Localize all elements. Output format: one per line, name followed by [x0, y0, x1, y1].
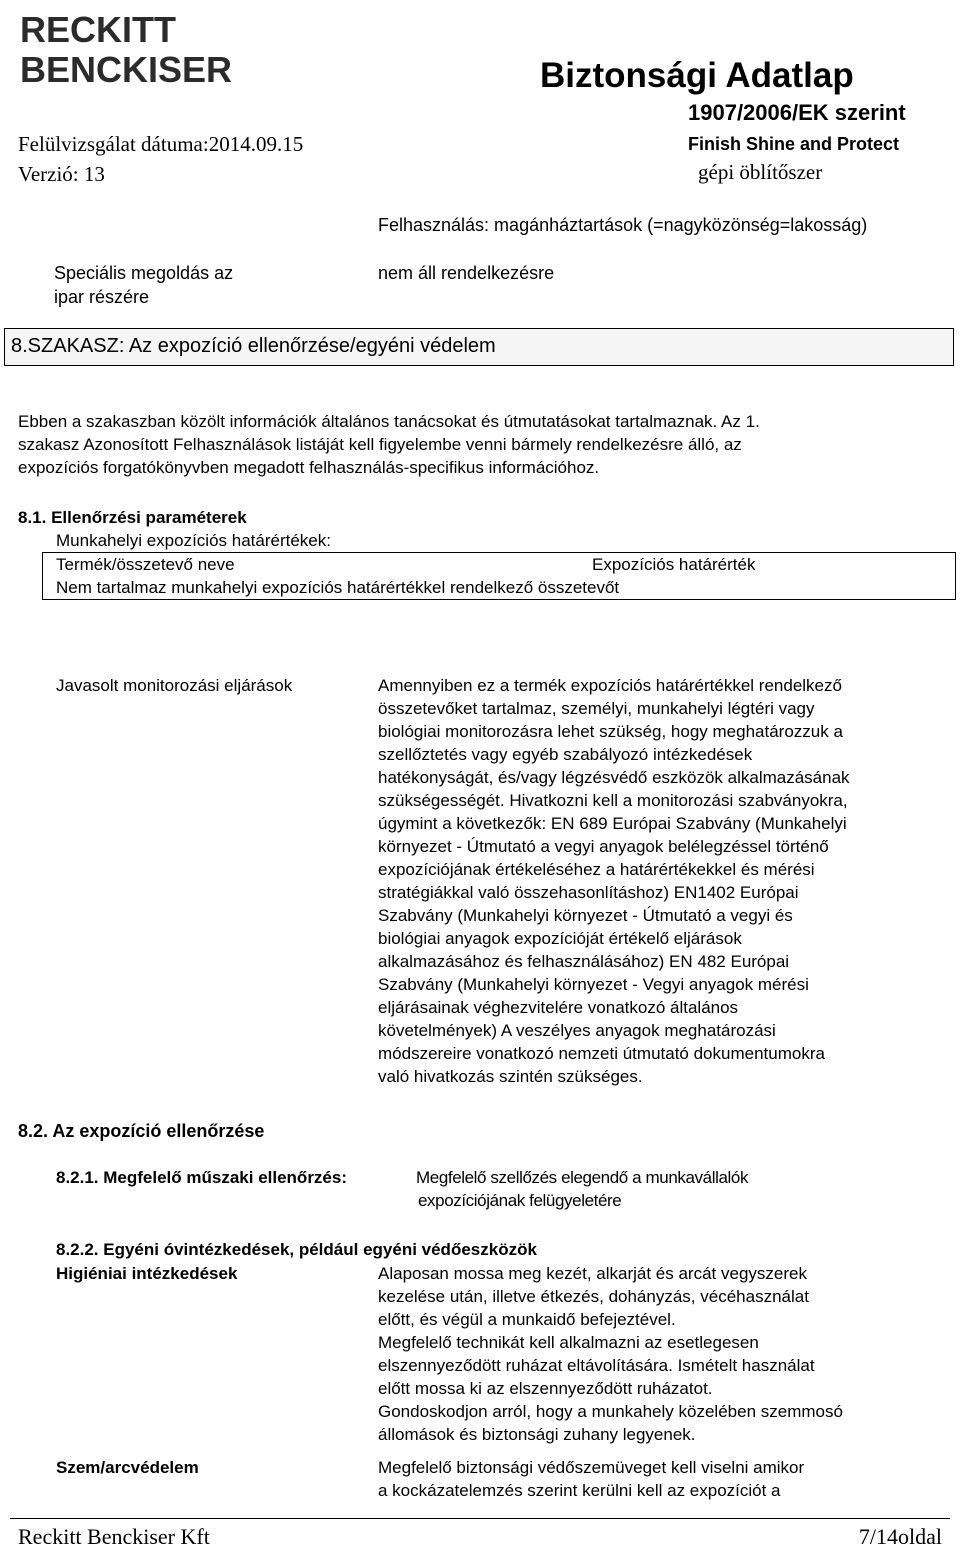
eye-protection-text [378, 1456, 953, 1502]
monitoring-line: úgymint a következők: EN 689 Európai Szabvány (Munkahelyi [378, 814, 847, 833]
version: Verzió: 13 [18, 162, 105, 186]
monitoring-line: módszereire vonatkozó nemzeti útmutató dokumentumokra [378, 1044, 825, 1063]
monitoring-line: biológiai anyagok expozícióját értékelő eljárások [378, 929, 742, 948]
monitoring-line: szellőztetés vagy egyéb szabályozó intézkedések [378, 745, 753, 764]
eye-protection-line: a kockázatelemzés szerint kerülni kell az expozíciót a [378, 1481, 781, 1500]
consumer-usage: Felhasználás: magánháztartások (=nagyközönség=lakosság) [378, 215, 868, 235]
hygiene-line: előtt, és végül a munkaidő befejeztével. [378, 1310, 676, 1329]
monitoring-line: expozíciójának értékeléséhez a határértékekkel és mérési [378, 860, 815, 879]
monitoring-line: összetevőket tartalmaz, személyi, munkahelyi légtéri vagy [378, 699, 815, 718]
footer-company: Reckitt Benckiser Kft [18, 1524, 210, 1549]
document-title: Biztonsági Adatlap [540, 56, 854, 95]
s81-subtitle: Munkahelyi expozíciós határértékek: [56, 531, 331, 550]
table-row: Nem tartalmaz munkahelyi expozíciós határértékkel rendelkező összetevőt [56, 578, 620, 597]
monitoring-line: Amennyiben ez a termék expozíciós határértékkel rendelkező [378, 676, 842, 695]
logo-line-2: BENCKISER [20, 49, 233, 88]
monitoring-label: Javasolt monitorozási eljárások [56, 676, 293, 695]
company-logo [20, 6, 250, 88]
revision-date: Felülvizsgálat dátuma:2014.09.15 [18, 132, 304, 156]
footer-page-number: 7/14oldal [858, 1524, 942, 1549]
s821-text-1: Megfelelő szellőzés elegendő a munkavállalók [416, 1168, 749, 1187]
intro-line: Ebben a szakaszban közölt információk általános tanácsokat és útmutatásokat tartalmaznak. Az 1. [18, 412, 760, 431]
hygiene-line: előtt mossa ki az elszennyeződött ruházatot. [378, 1379, 713, 1398]
s821-text-2: expozíciójának felügyeletére [418, 1191, 622, 1210]
s821-label: 8.2.1. Megfelelő műszaki ellenőrzés: [56, 1168, 348, 1187]
hygiene-text [378, 1262, 953, 1446]
s82-title: 8.2. Az expozíció ellenőrzése [18, 1121, 265, 1141]
monitoring-line: való hivatkozás szintén szükséges. [378, 1067, 643, 1086]
section-title: 8.SZAKASZ: Az expozíció ellenőrzése/egyéni védelem [11, 335, 496, 357]
intro-line: szakasz Azonosított Felhasználások listáját kell figyelembe venni bármely rendelkezésre álló, az [18, 435, 742, 454]
intro-line: expozíciós forgatókönyvben megadott felhasználás-specifikus információhoz. [18, 458, 600, 477]
eye-protection-label: Szem/arcvédelem [56, 1458, 199, 1477]
monitoring-line: eljárásainak véghezvitelére vonatkozó általános [378, 998, 739, 1017]
intro-paragraph [18, 410, 948, 479]
product-name: Finish Shine and Protect [688, 134, 900, 154]
logo-line-1: RECKITT [20, 9, 176, 50]
monitoring-line: szükségességét. Hivatkozni kell a monitorozási szabványokra, [378, 791, 848, 810]
table-header-limit: Expozíciós határérték [592, 555, 756, 574]
monitoring-line: alkalmazásához és felhasználásához) EN 482 Európai [378, 952, 790, 971]
hygiene-line: Gondoskodjon arról, hogy a munkahely közelében szemmosó [378, 1402, 843, 1421]
hygiene-line: kezelése után, illetve étkezés, dohányzás, vécéhasználat [378, 1287, 809, 1306]
monitoring-line: követelmények) A veszélyes anyagok meghatározási [378, 1021, 776, 1040]
industry-label-1: Speciális megoldás az [54, 263, 234, 283]
monitoring-line: biológiai monitorozásra lehet szükség, hogy meghatározzuk a [378, 722, 843, 741]
table-header-product: Termék/összetevő neve [56, 555, 235, 574]
s81-title: 8.1. Ellenőrzési paraméterek [18, 508, 247, 527]
monitoring-line: stratégiákkal való összehasonlításhoz) EN1402 Európai [378, 883, 799, 902]
s822-title: 8.2.2. Egyéni óvintézkedések, például egyéni védőeszközök [56, 1240, 537, 1259]
eye-protection-line: Megfelelő biztonsági védőszemüveget kell viselni amikor [378, 1458, 805, 1477]
footer-divider [10, 1518, 950, 1519]
industry-label-2: ipar részére [54, 287, 150, 307]
hygiene-line: állomások és biztonsági zuhany legyenek. [378, 1425, 696, 1444]
monitoring-line: Szabvány (Munkahelyi környezet - Útmutató a vegyi és [378, 906, 793, 925]
section-header [4, 328, 954, 366]
regulation: 1907/2006/EK szerint [688, 100, 906, 125]
monitoring-text [378, 674, 953, 1088]
industry-value: nem áll rendelkezésre [378, 263, 555, 283]
hygiene-label: Higiéniai intézkedések [56, 1264, 238, 1283]
hygiene-line: elszennyeződött ruházat eltávolítására. Ismételt használat [378, 1356, 815, 1375]
monitoring-line: környezet - Útmutató a vegyi anyagok belélegzéssel történő [378, 837, 829, 856]
hygiene-line: Alaposan mossa meg kezét, alkarját és arcát vegyszerek [378, 1264, 807, 1283]
hygiene-line: Megfelelő technikát kell alkalmazni az esetlegesen [378, 1333, 759, 1352]
product-type: gépi öblítőszer [698, 160, 823, 184]
monitoring-line: hatékonyságát, és/vagy légzésvédő eszközök alkalmazásának [378, 768, 850, 787]
monitoring-line: Szabvány (Munkahelyi környezet - Vegyi anyagok mérési [378, 975, 809, 994]
